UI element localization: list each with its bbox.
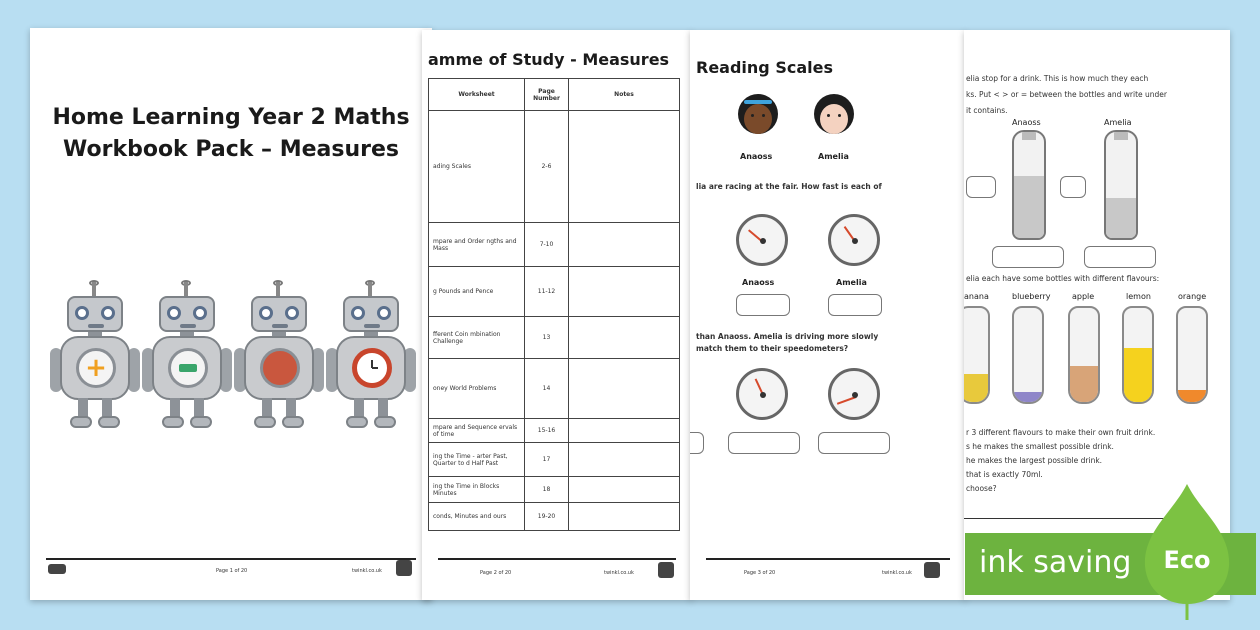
- p4-line8: that is exactly 70ml.: [966, 470, 1043, 479]
- bottle-orange: [1176, 306, 1208, 404]
- gauge-label-anaoss: Anaoss: [742, 278, 775, 287]
- table-row: ing the Time in Blocks Minutes 18: [429, 477, 680, 503]
- name-amelia: Amelia: [818, 152, 849, 161]
- anaoss-avatar: [738, 94, 778, 138]
- bottle-anaoss: [1012, 130, 1046, 240]
- scale-icon: [260, 348, 300, 388]
- plus-icon: +: [85, 353, 107, 383]
- answer-box[interactable]: [728, 432, 800, 454]
- answer-box[interactable]: [992, 246, 1064, 268]
- question-2-line1: than Anaoss. Amelia is driving more slowly: [696, 332, 879, 341]
- bottle-amelia: [1104, 130, 1138, 240]
- reading-scales-heading: Reading Scales: [696, 58, 833, 77]
- gauge-label-amelia: Amelia: [836, 278, 867, 287]
- footer-divider: [706, 558, 950, 560]
- footer-page: Page 3 of 20: [744, 570, 776, 576]
- p4-line1: elia stop for a drink. This is how much they each: [966, 74, 1149, 83]
- compare-box[interactable]: [1060, 176, 1086, 198]
- eco-leaf-icon: [1141, 482, 1233, 622]
- footer-site: twinkl.co.uk: [604, 570, 634, 576]
- footer-divider: [438, 558, 676, 560]
- p4-line4: elia each have some bottles with different flavours:: [966, 274, 1160, 283]
- robot-clock: [328, 282, 414, 432]
- footer-site: twinkl.co.uk: [882, 570, 912, 576]
- table-row: ading Scales 2-6: [429, 111, 680, 223]
- footer-page: Page 1 of 20: [216, 568, 248, 574]
- table-row: mpare and Order ngths and Mass 7-10: [429, 223, 680, 267]
- eco-word: Eco: [1163, 546, 1211, 574]
- minus-icon: [179, 364, 197, 372]
- robot-scale: [236, 282, 322, 432]
- table-row: conds, Minutes and ours 19-20: [429, 503, 680, 531]
- p4-line6: s he makes the smallest possible drink.: [966, 442, 1114, 451]
- bottle-name-amelia: Amelia: [1104, 118, 1132, 127]
- programme-page: [422, 30, 692, 600]
- answer-box[interactable]: [1084, 246, 1156, 268]
- bottle-banana: [964, 306, 990, 404]
- footer-site: twinkl.co.uk: [352, 568, 382, 574]
- bottle-name-anaoss: Anaoss: [1012, 118, 1041, 127]
- robot-plus: [52, 282, 138, 432]
- footer-divider: [46, 558, 416, 560]
- cover-title: [30, 102, 432, 166]
- answer-box[interactable]: [828, 294, 882, 316]
- table-row: oney World Problems 14: [429, 359, 680, 419]
- answer-box[interactable]: [966, 176, 996, 198]
- answer-box[interactable]: [818, 432, 890, 454]
- table-row: mpare and Sequence ervals of time 15-16: [429, 419, 680, 443]
- speedometer: [736, 368, 788, 420]
- badge-icon: [396, 560, 412, 576]
- col-page-number: Page Number: [525, 79, 569, 111]
- programme-table: [428, 78, 680, 531]
- bottle-apple: [1068, 306, 1100, 404]
- speedometer: [828, 368, 880, 420]
- flavour-lemon: lemon: [1126, 292, 1151, 301]
- ink-saving-label: ink saving: [979, 545, 1132, 580]
- cover-title-line2: Workbook Pack – Measures: [63, 137, 399, 162]
- robot-minus: [144, 282, 230, 432]
- p4-line9: choose?: [966, 484, 997, 493]
- p4-line7: he makes the largest possible drink.: [966, 456, 1103, 465]
- amelia-avatar: [814, 94, 854, 138]
- footer-page: Page 2 of 20: [480, 570, 512, 576]
- programme-heading: amme of Study - Measures: [428, 50, 670, 69]
- badge-icon: [658, 562, 674, 578]
- flavour-blueberry: blueberry: [1012, 292, 1051, 301]
- cover-title-line1: Home Learning Year 2 Maths: [52, 105, 410, 130]
- question-2-line2: match them to their speedometers?: [696, 344, 849, 353]
- bottle-blueberry: [1012, 306, 1044, 404]
- flavour-banana: anana: [964, 292, 989, 301]
- p4-line2: ks. Put < > or = between the bottles and write under: [966, 90, 1167, 99]
- twinkl-logo-icon: [48, 564, 66, 574]
- question-1: lia are racing at the fair. How fast is each of: [696, 182, 882, 191]
- cover-page: [30, 28, 432, 600]
- name-anaoss: Anaoss: [740, 152, 773, 161]
- clock-icon: [352, 348, 392, 388]
- speedometer-anaoss: [736, 214, 788, 266]
- p4-line5: r 3 different flavours to make their own fruit drink.: [966, 428, 1156, 437]
- p4-line3: it contains.: [966, 106, 1008, 115]
- col-worksheet: Worksheet: [429, 79, 525, 111]
- badge-icon: [924, 562, 940, 578]
- flavour-orange: orange: [1178, 292, 1207, 301]
- reading-scales-page: [690, 30, 966, 600]
- bottle-lemon: [1122, 306, 1154, 404]
- speedometer-amelia: [828, 214, 880, 266]
- table-row: ing the Time - arter Past, Quarter to d Half Past 17: [429, 443, 680, 477]
- table-row: g Pounds and Pence 11-12: [429, 267, 680, 317]
- answer-box[interactable]: [736, 294, 790, 316]
- answer-box[interactable]: [690, 432, 704, 454]
- flavour-apple: apple: [1072, 292, 1095, 301]
- col-notes: Notes: [569, 79, 680, 111]
- table-row: fferent Coin mbination Challenge 13: [429, 317, 680, 359]
